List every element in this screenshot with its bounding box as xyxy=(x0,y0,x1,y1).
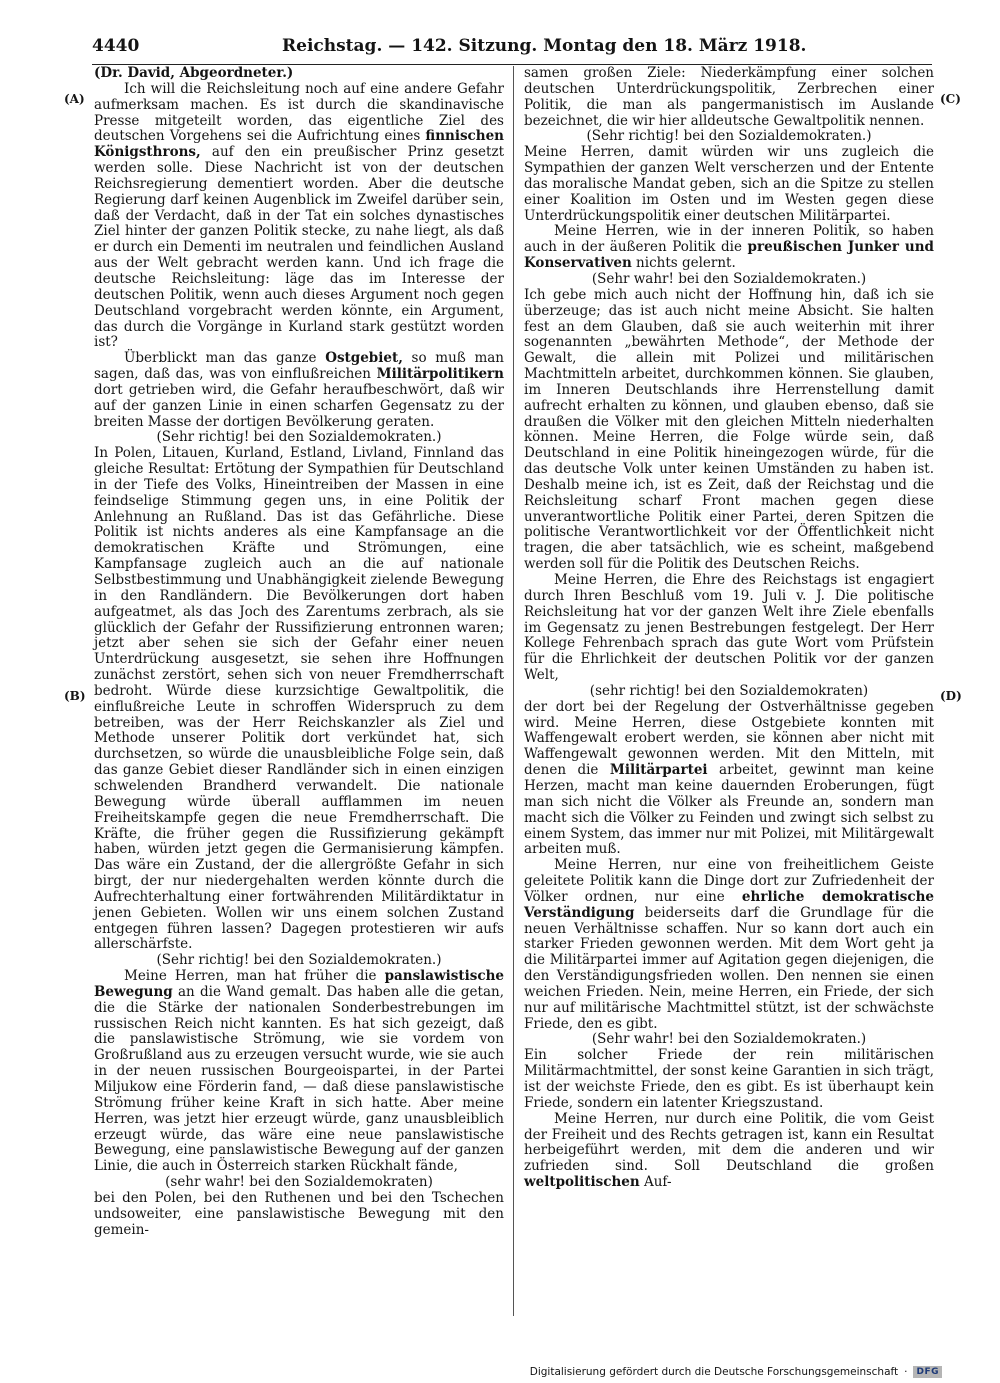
interjection: (sehr richtig! bei den Sozialdemokraten) xyxy=(589,682,869,699)
paragraph: samen großen Ziele: Niederkämpfung einer solchen deutschen Unterdrückungspolitik, Zerbrechen einer Politik, die man als pangermanistisch im Auslande bezeichnet, die wir hier alldeutsche Gewaltpolitik nennen. xyxy=(524,65,934,129)
paragraph: Überblickt man das ganze Ostgebiet, so muß man sagen, daß das, was von einflußreichen Militärpolitikern dort getrieben wird, die Gefahr heraufbeschwört, daß wir auf der ganzen Linie in einen scharfen Gegensatz zu der breiten Masse der dortigen Bevölkerung geraten. xyxy=(94,350,504,430)
paragraph: Meine Herren, die Ehre des Reichstags ist engagiert durch Ihren Beschluß vom 19. Juli v. J. Die politische Reichsleitung hat vor der ganzen Welt ihre Ziele ebenfalls im Gegensatz zu jenen Bestrebungen festgelegt. Der Herr Kollege Fehrenbach sprach das gute Wort vom Prüfstein für die Ehrlichkeit der deutschen Politik vor der ganzen Welt, xyxy=(524,572,934,684)
digitization-footer: Digitalisierung gefördert durch die Deutsche Forschungsgemeinschaft · DFG xyxy=(530,1364,942,1380)
paragraph: Ein solcher Friede der rein militärischen Militärmachtmittel, der sonst keine Garantien in sich trägt, ist der weichste Friede, den es gibt. Es ist überhaupt kein Friede, sondern ein latenter Kriegszustand. xyxy=(524,1047,934,1111)
paragraph: bei den Polen, bei den Ruthenen und bei den Tschechen undsoweiter, eine panslawistische Bewegung mit den gemein- xyxy=(94,1189,504,1238)
paragraph: Meine Herren, damit würden wir uns zugleich die Sympathien der ganzen Welt verscherzen und der Entente das moralische Mandat geben, sich an die Spitze zu stellen einer Koalition im Osten und im Westen gegen diese Unterdrückungspolitik einer deutschen Militärpartei. xyxy=(524,144,934,224)
speaker-attribution: (Dr. David, Abgeordneter.) xyxy=(94,65,294,81)
paragraph: In Polen, Litauen, Kurland, Estland, Livland, Finnland das gleiche Resultat: Ertötung der Sympathien für Deutschland in der Tiefe des Volks, Hineintreiben der Massen in eine feindselige Stimmung gegen uns, in eine Politik der Anlehnung an Rußland. Das ist das Gefährliche. Diese Politik ist nichts anderes als eine Kampfansage an die demokratischen Kräfte und Strömungen, eine Kampfansage zugleich auch an die auf nationale Selbstbestimmung und Unabhängigkeit zielende Bewegung in den Randländern. Die Bevölkerungen dort haben aufgeatmet, als das Joch des Zarentums zerbrach, als sie glücklich der Gefahr der Russifizierung entronnen waren; jetzt aber sehen sie sich der Gefahr einer neuen Unterdrückung ausgesetzt, sie sehen ihre Hoffnungen zunächst zerstört, sehen sich von neuer Fremdherrschaft bedroht. Würde diese kurzsichtige Gewaltpolitik, die einflußreiche Leute in schroffen Widerspruch zu dem betreiben, was der Herr Reichskanzler als Ziel und Methode unserer Politik dort verkündet hat, sich durchsetzen, so würde die unausbleibliche Folge sein, daß das ganze Gebiet dieser Randländer sich in einen einzigen schwelenden Brandherd verwandelt. Die nationale Bewegung würde überall aufflammen im neuen Freiheitskampfe gegen die neue Fremdherrschaft. Die Kräfte, die früher gegen die Russifizierung gekämpft haben, würden jetzt gegen die Germanisierung kämpfen. Das wäre ein Zustand, der die allergrößte Gefahr in sich birgt, der nur niedergehalten werden könnte durch die Aufrechterhaltung einer fortwährenden Militärdiktatur in jenen Gebieten. Wollen wir uns einem solchen Zustand entgegen führen lassen? Dagegen protestieren wir aufs allerschärfste. xyxy=(94,445,504,953)
interjection: (Sehr richtig! bei den Sozialdemokraten.) xyxy=(586,128,872,145)
interjection: (sehr wahr! bei den Sozialdemokraten) xyxy=(165,1174,433,1191)
margin-mark-b: (B) xyxy=(64,689,86,703)
dfg-logo: DFG xyxy=(913,1366,942,1378)
paragraph: Ich will die Reichsleitung noch auf eine andere Gefahr aufmerksam machen. Es ist durch die skandinavische Presse mitgeteilt worden, das eigentliche Ziel des deutschen Vorgehens sei die Aufrichtung eines finnischen Königsthrons, auf den ein preußischer Prinz gesetzt werden solle. Diese Nachricht ist von der deutschen Reichsregierung dementiert worden. Aber die deutsche Regierung darf keinen Augenblick im Zweifel darüber sein, daß der Verdacht, daß in der Tat ein solches dynastisches Ziel hinter der ganzen Politik stecke, zu nahe liegt, als daß er durch ein Dementi im neutralen und feindlichen Ausland aus der Welt gebracht werden kann. Und ich frage die deutsche Reichsleitung: läge das im Interesse der deutschen Politik, wenn auch dieses Argument noch gegen Deutschland vorgebracht werden könnte, ein Argument, das durch die Vorgänge in Kurland stark gestützt worden ist? xyxy=(94,80,504,351)
footer-credit: Digitalisierung gefördert durch die Deutsche Forschungsgemeinschaft xyxy=(529,1366,899,1378)
paragraph: Meine Herren, man hat früher die panslawistische Bewegung an die Wand gemalt. Das haben alle die getan, die die Stärke der nationalen Sonderbestrebungen im russischen Reich nicht kannten. Es hat sich gezeigt, daß die panslawistische Strömung, wie sie vordem von Großrußland aus zu erzeugen versucht wurde, wie sie auch in der neuen russischen Bourgeoispartei, in der Partei Miljukow eine Förderin fand, — daß diese panslawistische Strömung früher keine Kraft in sich hatte. Aber meine Herren, was jetzt hier erzeugt würde, ganz unausbleiblich erzeugt würde, das wäre eine neue panslawistische Bewegung, eine panslawistische Bewegung auf der ganzen Linie, die auch in Österreich starken Rückhalt fände, xyxy=(94,968,504,1175)
interjection: (Sehr richtig! bei den Sozialdemokraten.) xyxy=(156,429,442,446)
paragraph: Ich gebe mich auch nicht der Hoffnung hin, daß ich sie überzeuge; das ist auch nicht meine Absicht. Sie halten fest an dem Glauben, daß sie auch weiterhin mit ihrer sogenannten „bewährten Methode“, der Methode der Gewalt, die allein mit Polizei und militärischen Machtmitteln arbeitet, durchkommen können. Sie glauben, im Inneren Deutschlands ihre Herrenstellung damit aufrecht erhalten zu können, und glauben ebenso, daß sie draußen die Völker mit den gleichen Mitteln niederhalten können. Meine Herren, die Folge würde sein, daß Deutschland in eine Politik hineingezogen würde, für die das deutsche Volk unter keinen Umständen zu haben ist. Deshalb meine ich, ist es Zeit, daß der Reichstag und die Reichsleitung scharf Front machen gegen diese unverantwortliche Politik einer Partei, deren Spitzen die politische Verantwortlichkeit vor der Öffentlichkeit nicht tragen, die aber tatsächlich, wie es scheint, maßgebend werden soll für die Politik des Deutschen Reichs. xyxy=(524,286,934,573)
page-header xyxy=(92,36,932,65)
paragraph: Meine Herren, nur eine von freiheitlichem Geiste geleitete Politik kann die Dinge dort zur Zufriedenheit der Völker ordnen, nur eine ehrliche demokratische Verständigung beiderseits darf die Grundlage für die neuen Verhältnisse schaffen. Nur so kann dort auch ein starker Frieden gewonnen werden. Mit dem Wort geht ja die Militärpartei immer auf Agitation gegen diejenigen, die den Verständigungsfrieden wollen. Den nennen sie einen weichen Frieden. Nein, meine Herren, ein Friede, der sich nur auf militärische Machtmittel stützt, ist der schwächste Friede, den es gibt. xyxy=(524,857,934,1032)
left-column xyxy=(94,66,504,1238)
right-column xyxy=(524,66,934,1191)
column-divider xyxy=(513,66,514,1316)
interjection: (Sehr richtig! bei den Sozialdemokraten.) xyxy=(156,952,442,969)
margin-mark-d: (D) xyxy=(940,689,962,703)
paragraph: der dort bei der Regelung der Ostverhältnisse gegeben wird. Meine Herren, diese Ostgebiete konnten mit Waffengewalt erobert werden, sie können aber nicht mit Waffengewalt gewonnen werden. Mit den Mitteln, mit denen die Militärpartei arbeitet, gewinnt man keine Herzen, macht man keine dauernden Eroberungen, fügt man sich nicht die Völker als Freunde an, sondern man macht sich die Völker zu Feinden und zwingt sich selbst zu einem System, das immer nur mit Polizei, mit Militärgewalt arbeiten muß. xyxy=(524,698,934,858)
paragraph: Meine Herren, nur durch eine Politik, die vom Geist der Freiheit und des Rechts getragen ist, kann ein Resultat herbeigeführt werden, mit dem die anderen und wir zufrieden sind. Soll Deutschland die großen weltpolitischen Auf- xyxy=(524,1110,934,1191)
interjection: (Sehr wahr! bei den Sozialdemokraten.) xyxy=(591,270,867,287)
running-head: Reichstag. — 142. Sitzung. Montag den 18. März 1918. xyxy=(282,36,807,56)
paragraph: Meine Herren, wie in der inneren Politik, so haben auch in der äußeren Politik die preußischen Junker und Konservativen nichts gelernt. xyxy=(524,223,934,272)
page-number: 4440 xyxy=(92,36,140,56)
margin-mark-a: (A) xyxy=(64,92,85,106)
margin-mark-c: (C) xyxy=(940,92,961,106)
interjection: (Sehr wahr! bei den Sozialdemokraten.) xyxy=(591,1031,867,1048)
